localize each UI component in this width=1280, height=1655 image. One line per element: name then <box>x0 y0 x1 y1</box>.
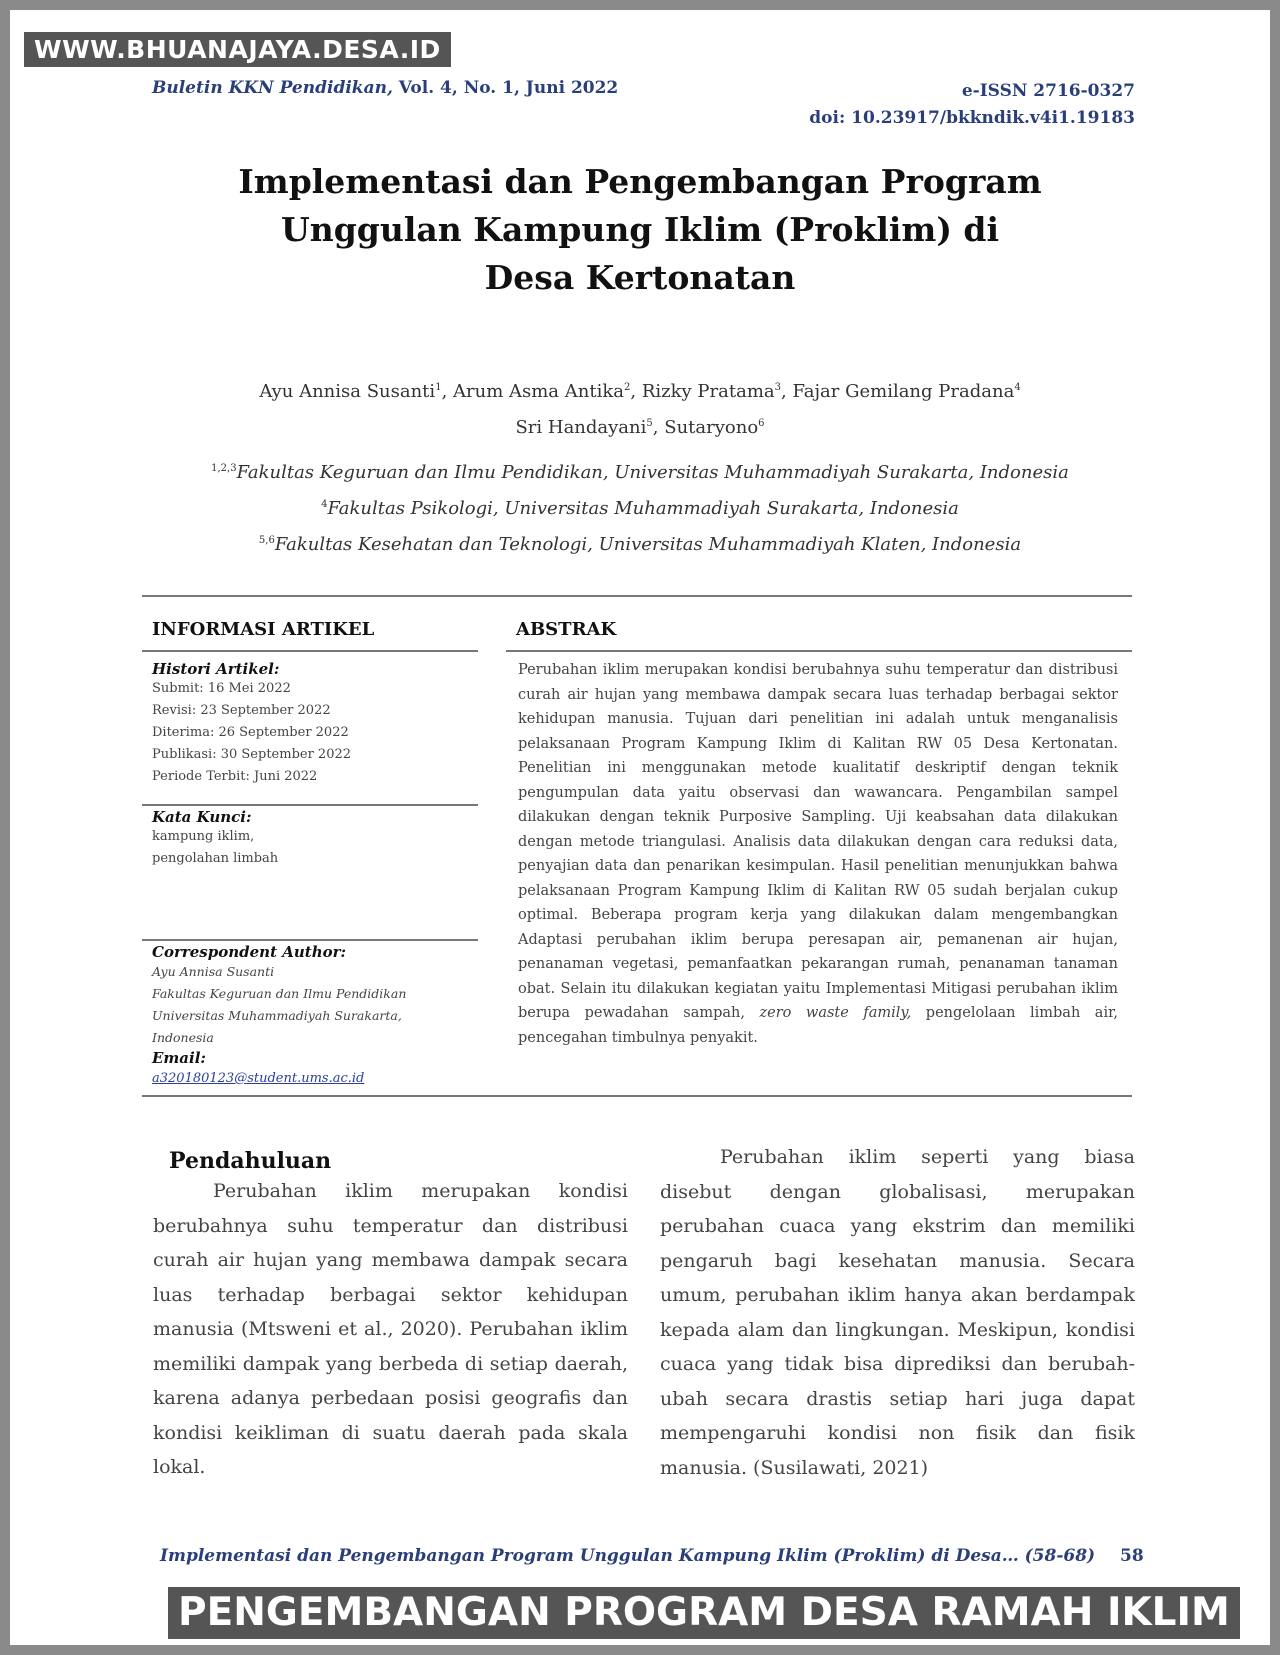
email-link[interactable]: a320180123@student.ums.ac.id <box>152 1071 365 1086</box>
journal-volume: Vol. 4, No. 1, Juni 2022 <box>398 78 619 98</box>
info-heading: INFORMASI ARTIKEL <box>152 619 375 640</box>
history-section <box>152 660 477 788</box>
introduction-heading: Pendahuluan <box>169 1148 332 1174</box>
journal-citation <box>152 78 618 98</box>
keywords-section <box>152 808 477 870</box>
abstract-text: Perubahan iklim merupakan kondisi berubahnya suhu temperatur dan distribusi curah air hujan yang membawa dampak secara luas terhadap berbagai sektor kehidupan manusia. Tujuan dari penelitian ini adalah untuk menganalisis pelaksanaan Program Kampung Iklim di Kalitan RW 05 Desa Kertonatan. Penelitian ini menggunakan metode kualitatif deskriptif dengan teknik pengumpulan data yaitu observasi dan wawancara. Pengambilan sampel dilakukan dengan teknik Purposive Sampling. Uji keabsahan data dilakukan dengan metode triangulasi. Analisis data dilakukan dengan cara reduksi data, penyajian data dan penarikan kesimpulan. Hasil penelitian menunjukkan bahwa pelaksanaan Program Kampung Iklim di Kalitan RW 05 sudah berjalan cukup optimal. Beberapa program kerja yang dilakukan dalam mengembangkan Adaptasi perubahan iklim berupa peresapan air, pemanenan air hujan, penanaman vegetasi, pemanfaatkan pekarangan rumah, penanaman tanaman obat. Selain itu dilakukan kegiatan yaitu Implementasi Mitigasi perubahan iklim berupa pewadahan sampah, zero waste family, pengelolaan limbah air, pencegahan timbulnya penyakit. <box>518 662 1119 1046</box>
abstract-heading: ABSTRAK <box>516 619 617 640</box>
intro-column-right <box>660 1140 1135 1485</box>
correspondent-name: Ayu Annisa Susanti <box>152 964 275 979</box>
intro-paragraph: Perubahan iklim seperti yang biasa disebut dengan globalisasi, merupakan perubahan cuaca yang ekstrim dan memiliki pengaruh bagi kesehatan manusia. Secara umum, perubahan iklim hanya akan berdampak kepada alam dan lingkungan. Meskipun, kondisi cuaca yang tidak bisa diprediksi dan berubah-ubah secara drastis setiap hari juga dapat mempengaruhi kondisi non fisik dan fisik manusia. (Susilawati, 2021) <box>660 1146 1135 1479</box>
issn-block <box>809 78 1135 132</box>
accepted-date: Diterima: 26 September 2022 <box>152 725 349 740</box>
correspondent-affiliation: Universitas Muhammadiyah Surakarta, <box>152 1008 402 1023</box>
issue-period: Periode Terbit: Juni 2022 <box>152 769 318 784</box>
history-label: Histori Artikel: <box>152 660 280 678</box>
divider <box>142 650 478 652</box>
keyword: pengolahan limbah <box>152 851 279 866</box>
page-number: 58 <box>1120 1546 1144 1566</box>
author-name: Sri Handayani <box>515 417 647 438</box>
running-title: Implementasi dan Pengembangan Program Unggulan Kampung Iklim (Proklim) di Desa… (58-68) <box>160 1546 1096 1566</box>
divider <box>142 804 478 806</box>
title-line: Desa Kertonatan <box>484 258 796 297</box>
author-name: Sutaryono <box>664 417 759 438</box>
intro-column-left <box>153 1174 628 1485</box>
correspondent-affiliation: Indonesia <box>152 1030 214 1045</box>
title-line: Unggulan Kampung Iklim (Proklim) di <box>280 210 1000 249</box>
affiliation: $^{5,6}$Fakultas Kesehatan dan Teknologi, Universitas Muhammadiyah Klaten, Indonesia <box>258 534 1022 555</box>
divider <box>142 939 478 941</box>
revision-date: Revisi: 23 September 2022 <box>152 703 331 718</box>
author-name: Arum Asma Antika <box>453 381 624 402</box>
correspondent-label: Correspondent Author: <box>152 943 347 961</box>
affiliation-list <box>160 453 1120 561</box>
divider <box>142 1095 1132 1097</box>
issn: e-ISSN 2716-0327 <box>961 81 1135 101</box>
author-name: Fajar Gemilang Pradana <box>792 381 1015 402</box>
paper-title <box>160 158 1120 302</box>
document-page <box>10 10 1270 1645</box>
affiliation: $^{1,2,3}$Fakultas Keguruan dan Ilmu Pendidikan, Universitas Muhammadiyah Surakarta, Indonesia <box>211 462 1069 483</box>
author-name: Rizky Pratama <box>641 381 775 402</box>
correspondent-section <box>152 943 477 1086</box>
keyword: kampung iklim, <box>152 829 255 844</box>
keywords-label: Kata Kunci: <box>152 808 252 826</box>
journal-name: Buletin KKN Pendidikan, <box>152 78 393 98</box>
affiliation: $^4$Fakultas Psikologi, Universitas Muhammadiyah Surakarta, Indonesia <box>321 498 959 519</box>
published-date: Publikasi: 30 September 2022 <box>152 747 352 762</box>
divider <box>142 595 1132 597</box>
doi: doi: 10.23917/bkkndik.v4i1.19183 <box>809 108 1135 128</box>
correspondent-affiliation: Fakultas Keguruan dan Ilmu Pendidikan <box>152 986 407 1001</box>
intro-paragraph: Perubahan iklim merupakan kondisi berubahnya suhu temperatur dan distribusi curah air hujan yang membawa dampak secara luas terhadap berbagai sektor kehidupan manusia (Mtsweni et al., 2020). Perubahan iklim memiliki dampak yang berbeda di setiap daerah, karena adanya perbedaan posisi geografis dan kondisi keikliman di suatu daerah pada skala lokal. <box>153 1180 628 1478</box>
email-label: Email: <box>152 1049 206 1067</box>
divider <box>506 650 1132 652</box>
site-watermark: WWW.BHUANAJAYA.DESA.ID <box>24 32 451 67</box>
author-list: Ayu Annisa Susanti$^1$, Arum Asma Antika$^2$, Rizky Pratama$^3$, Fajar Gemilang Pradana$^4$ Sri Handayani$^5$, Sutaryono$^6$ <box>259 381 1021 438</box>
author-name: Ayu Annisa Susanti <box>259 381 436 402</box>
submit-date: Submit: 16 Mei 2022 <box>152 681 291 696</box>
image-caption: PENGEMBANGAN PROGRAM DESA RAMAH IKLIM <box>168 1587 1240 1639</box>
title-line: Implementasi dan Pengembangan Program <box>238 162 1042 201</box>
